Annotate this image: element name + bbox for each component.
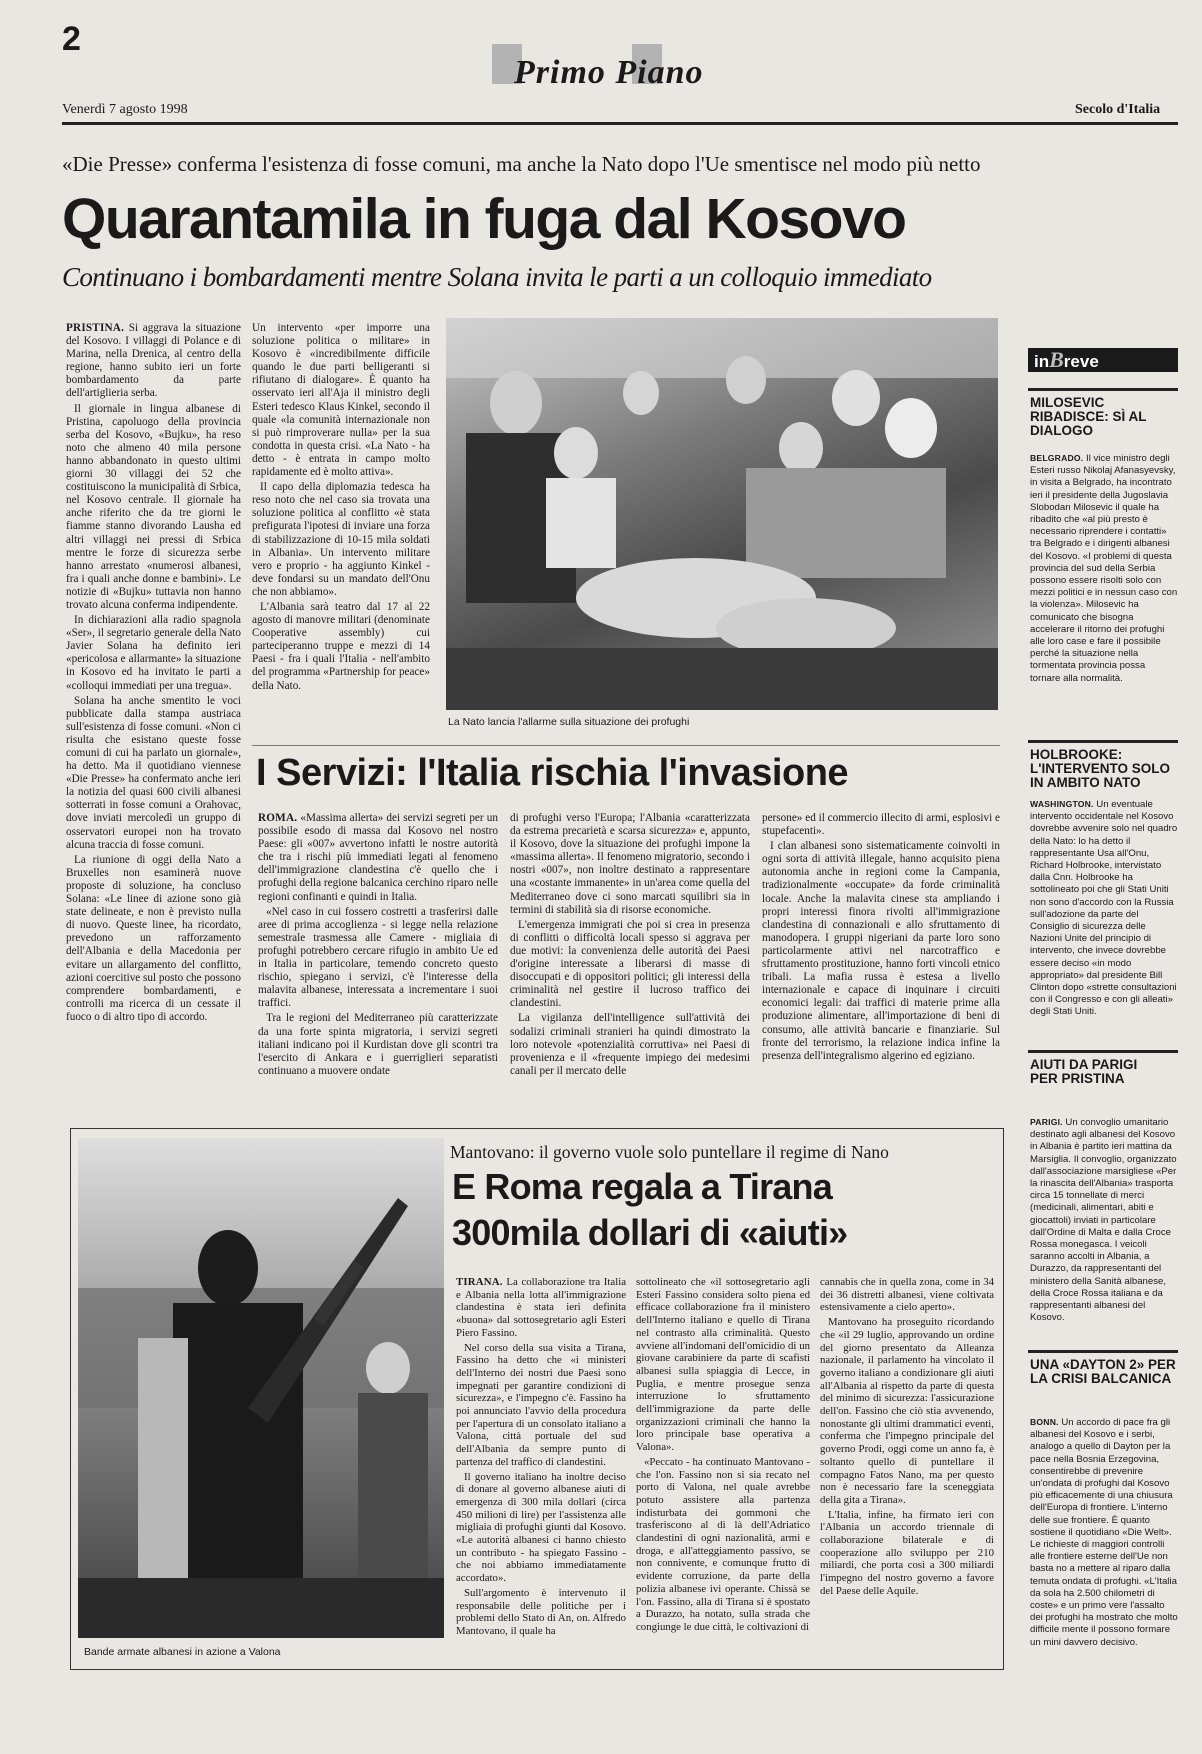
servizi-column-1 [258,812,498,1108]
servizi-col1-paragraph: ROMA. «Massima allerta» dei servizi segreti per un possibile esodo di massa dal Kosovo nel nostro Paese: gli «007» avvertono infatti le nostre autorità che tra i rischi più immediati legati al fenomeno dell'immigrazione clandestina c'è quello che i profughi della regione balcanica cerchino riparo nelle regioni confinanti e quindi in Italia. [258,812,498,903]
dateline: BONN. [1030,1417,1059,1427]
tirana-col1-paragraph: Nel corso della sua visita a Tirana, Fassino ha detto che «i ministeri dell'Interno dei nostri due Paesi sono impegnati per garantire condizioni di sicurezza», e l'impegno c'è. Fassino ha poi annunciato l'avvio della procedura per l'apertura di un consolato italiano a Valona, città portuale del sud dell'Albania da sempre punto di partenza del traffico di clandestini. [456,1341,626,1468]
servizi-col1-paragraph: «Nel caso in cui fossero costretti a trasferirsi dalle aree di prima accoglienza - si legge nella relazione semestrale trasmessa alle Camere - migliaia di profughi potrebbero cercare rifugio in ambito Ue ed in Italia in particolare, temendo concreto questo rischio, spiegano i servizi, c'è l'interesse della malavita albanese, interessata a incrementare i suoi traffici. [258,905,498,1010]
servizi-col3-paragraph: I clan albanesi sono sistematicamente coinvolti in ogni sorta di attività illegale, hanno acquisito piena autonomia anche in regioni come la Campania, tradizionalmente «occupate» da forde criminalità locale. Anche la malavita cinese sta ampliando i propri interessi finora rivolti all'immigrazione clandestina di connazionali e allo sfruttamento di manodopera. I gruppi nigeriani da parte loro sono particolarmente attivi nel narcotraffico e sfruttamento prostituzione, hanno forti vincoli etnico tribali. La mafia russa è estesa a livello internazionale e capace di inquinare i circuiti economici legali: dai traffici di materie prime alla produzione alimentare, all'importazione di beni di consumo, alle attività bancarie e finanziarie. Sul fronte del terrorismo, la relazione indica infine la presenza dell'integralismo algerino ed egiziano. [762,840,1000,1062]
tirana-col2-paragraph: sottolineato che «il sottosegretario agli Esteri Fassino considera solto piena ed efficace collaborazione fra il ministero dell'Interno italiano e quello di Tirana nel contrasto alla criminalità. Questo avviene all'indomani dell'omicidio di un giovane carabiniere da parte di scafisti albanesi sulla spiaggia di Lecce, in Puglia, e mentre prosegue senza interruzione lo sfruttamento dell'immigrazione da parte delle organizzazioni criminali che hanno la loro principale base operativa a Valona». [636,1276,810,1454]
dateline: WASHINGTON. [1030,799,1094,809]
sidebar-rule [1028,1050,1178,1053]
in-breve-logo [1028,348,1178,372]
lead-col2-paragraph: Un intervento «per imporre una soluzione politica o militare» in Kosovo è «incredibilmente difficile quando le due parti belligeranti si rifiutano di dialogare». È quanto ha osservato ieri all'Aja il ministro degli Esteri tedesco Klaus Kinkel, secondo il quale «la comunità internazionale non si può rimproverare nulla» per la sua condotta in questa crisi. «La Nato - ha detto - è entrata in campo molto rapidamente ed è molto attiva». [252,322,430,479]
issue-date: Venerdì 7 agosto 1998 [62,102,188,117]
gunmen-photo-caption: Bande armate albanesi in azione a Valona [84,1646,281,1658]
servizi-headline: I Servizi: l'Italia rischia l'invasione [256,752,849,794]
brief-body: BONN. Un accordo di pace fra gli albanesi del Kosovo e i serbi, analogo a quello di Dayton per la pace nella Bosnia Erzegovina, consentirebbe di prevenire un'ondata di profughi dal Kosovo più efficacemente di una chiusura dell'Europa di frontiere. L'interno delle sue frontiere. È quanto sostiene il quotidiano «Die Welt». Le richieste di maggiori controlli alle frontiere esterne dell'Ue non basta no a mettere al riparo dalla temuta ondata di profughi. «L'Italia da sola ha 2.500 chilometri di coste» e un primo vere l'assalto dei profughi ha mostrato che molto difficile mente il possono formare un mini davvero decisivo. [1030,1417,1178,1648]
brief-title: UNA «DAYTON 2» PER LA CRISI BALCANICA [1030,1357,1176,1386]
sidebar-rule [1028,740,1178,743]
dateline: BELGRADO. [1030,453,1084,463]
in-breve-logo-rest: reve [1063,352,1099,371]
brief-body: WASHINGTON. Un eventuale intervento occidentale nel Kosovo dovrebbe avvenire solo nel quadro della Nato: lo ha detto il rappresentante Usa all'Onu, Richard Holbrooke, intervistato dalla Cnn. Holbrooke ha sottolineato poi che gli Stati Uniti non sono d'accordo con la Russia sull'adozione da parte del Consiglio di sicurezza delle Nazioni Unite del principio di intervento, che invece dovrebbe essere deciso «in modo appropriato» dal presidente Bill Clinton dopo «strette consultazioni con il Congresso e con gli alleati» degli Stati Uniti. [1030,799,1178,1018]
masthead: Secolo d'Italia [1075,102,1161,117]
tirana-col1-paragraph: Il governo italiano ha inoltre deciso di donare al governo albanese aiuti di emergenza di 300 mila dollari (circa 450 milioni di lire) per l'assistenza alle migliaia di profughi giunti dal Kosovo. «Le autorità albanesi ci hanno chiesto un contributo - ha spiegato Fassino - che noi abbiamo immediatamente accordato». [456,1470,626,1585]
lead-col1-paragraph: PRISTINA. Si aggrava la situazione del Kosovo. I villaggi di Polance e di Marina, nella Drenica, al centro della regione, hanno subito ieri un forte bombardamento da parte dell'artiglieria serba. [66,322,241,400]
tirana-headline-line2: 300mila dollari di «aiuti» [452,1212,848,1253]
tirana-col2-paragraph: «Peccato - ha continuato Mantovano - che l'on. Fassino non si sia recato nel porto di Valona, nel quale avrebbe potuto assistere alla partenza indisturbata dei gommoni che trasferiscono al di là dell'Adriatico clandestini di ogni nazionalità, armi e droga, e all'atteggiamento passivo, se non connivente, e comunque frutto di evidente corruzione, da parte della polizia albanese ivi operante. Chissà se l'on. Fassino, alla di Tirana si è spostato a Durazzo, ha notato, sulla strada che congiunge le due città, le coltivazioni di [636,1455,810,1633]
brief-title: MILOSEVIC RIBADISCE: SÌ AL DIALOGO [1030,395,1147,438]
sidebar-rule [1028,1350,1178,1353]
servizi-col2-paragraph: L'emergenza immigrati che poi si crea in presenza di conflitti o difficoltà locali spesso si aggrava per due motivi: la convenienza delle autorità dei Paesi d'origine interessate a liberarsi di masse di disoccupati e di oppositori politici; gli interessi della criminalità nel gestire il lucroso traffico dei clandestini. [510,918,750,1010]
lead-col1-paragraph: In dichiarazioni alla radio spagnola «Ser», il segretario generale della Nato Javier Solana ha definito ieri «pericolosa e allarmante» la situazione in Kosovo ed ha invitato le parti a «colloqui immediati per una tregua». [66,614,241,692]
brief-title: HOLBROOKE: L'INTERVENTO SOLO IN AMBITO NATO [1030,747,1170,790]
servizi-col3-paragraph: persone» ed il commercio illecito di armi, esplosivi e stupefacenti». [762,812,1000,838]
tirana-col1-paragraph: Sull'argomento è intervenuto il responsabile delle politiche per i problemi dello Stato di An, on. Alfredo Mantovano, il quale ha [456,1586,626,1637]
lead-headline: Quarantamila in fuga dal Kosovo [62,187,906,251]
page-number: 2 [62,20,81,58]
gunmen-photo-shapes [78,1138,444,1638]
brief-title: AIUTI DA PARIGI PER PRISTINA [1030,1057,1138,1086]
section-title [492,44,772,96]
brief-body: BELGRADO. Il vice ministro degli Esteri russo Nikolaj Afanasyevsky, in visita a Belgrado, ha incontrato ieri il presidente della Jugoslavia Slobodan Milosevic il quale ha ribadito che «al più presto è necessario riprendere i contatti» tra Belgrado e i dirigenti albanesi del Kosovo. «I problemi di questa provincia del sud della Serbia possono essere risolti solo con mezzi politici e in nessun caso con la violenza». Milosevic ha comunicato che bisogna accelerare il ritorno dei profughi alle loro case e fare il possibile perché la situazione nella tormentata provincia possa tornare alla normalità. [1030,453,1178,684]
refugees-photo [446,318,998,710]
lead-col1-paragraph: La riunione di oggi della Nato a Bruxelles non esaminerà nuove proposte di soluzione, ha concluso Solana: «Le linee di azione sono già state delineate, e non è previsto nulla di nuovo. Queste linee, ha ricordato, prevedono un rafforzamento dell'Albania e della Macedonia per evitare un allargamento del conflitto, azioni coercitive sul posto che possono comprendere bombardamenti, e controlli ma ricerca di un cessate il fuoco o di altro tipo di accordo. [66,853,241,1023]
lead-col2-paragraph: L'Albania sarà teatro dal 17 al 22 agosto di manovre militari (denominate Cooperative assembly) cui parteciperanno truppe e mezzi di 14 Paesi - fra i quali l'Italia - nell'ambito del programma «Partnership for peace» della Nato. [252,600,430,692]
servizi-col2-paragraph: La vigilanza dell'intelligence sull'attività dei sodalizi criminali stranieri ha quindi dimostrato la loro notevole «potenzialità corruttiva» nei Paesi di provenienza e il «frequente impiego dei medesimi canali per il mercato delle [510,1012,750,1077]
tirana-col3-paragraph: Mantovano ha proseguito ricordando che «il 29 luglio, approvando un ordine del giorno presentato da Alleanza nazionale, il parlamento ha vincolato il governo italiano a condizionare gli aiuti all'Albania al rispetto da parte di questa del minimo di sicurezza: l'assicurazione dell'on. Fassino che ciò stia avvenendo, nonostante gli ultimi drammatici eventi, conferma che l'impegno principale del governo Prodi, oggi come un anno fa, è soltanto quello di puntellare il compagno Fatos Nano, ma per questo non è necessario fare la sceneggiata della gita a Tirana». [820,1316,994,1506]
brief-body: PARIGI. Un convoglio umanitario destinato agli albanesi del Kosovo in Albania è partito ieri mattina da Marsiglia. Il convoglio, organizzato dall'associazione marsigliese «Per la rinascita dell'Albania» trasporta circa 15 tonnellate di merci (medicinali, alimentari, abiti e giocattoli) inviati in particolare dall'Ordine di Malta e dalla Croce Rossa monegasca. I veicoli saranno accolti in Albania, a Durazzo, da rappresentanti del ministero della Sanità albanese, della Croce Rossa italiana e da rappresentanti albanesi del Kosovo. [1030,1117,1177,1324]
servizi-column-3 [762,812,1000,1108]
lead-col2-paragraph: Il capo della diplomazia tedesca ha reso noto che nel caso sia trovata una soluzione politica al conflitto «è stata prefigurata l'ipotesi di inviare una forza di stabilizzazione di 10-15 mila soldati in Albania». Un intervento militare vero e proprio - ha aggiunto Kinkel - deve fondarsi su un mandato dell'Onu che non abbiamo». [252,481,430,598]
dateline: PARIGI. [1030,1117,1063,1127]
dateline: ROMA. [258,812,298,824]
tirana-col3-paragraph: L'Italia, infine, ha firmato ieri con l'Albania un accordo triennale di collaborazione bilaterale e di cooperazione allo sviluppo per 210 miliardi, che porta così a 300 miliardi l'impegno del nostro governo a favore del Paese delle Aquile. [820,1508,994,1597]
lead-subhead: Continuano i bombardamenti mentre Solana invita le parti a un colloquio immediato [62,262,932,292]
header-rule [62,122,1178,125]
in-breve-logo-in: in [1034,352,1050,371]
sidebar-rule [1028,388,1178,391]
tirana-column-2 [636,1276,810,1662]
dateline: TIRANA. [456,1276,503,1288]
lead-col1-paragraph: Il giornale in lingua albanese di Pristina, capoluogo della provincia serba del Kosovo, «Bujku», ha reso noto che almeno 40 mila persone hanno abbandonato in questo ultimi giorni 30 villaggi dei 52 che costituiscono la municipalità di Srbica, nel Kosovo centrale. Il giornale ha anche riferito che da tre giorni le fiamme stanno divorando Lausha ed altri villaggi nei pressi di Srbica mentre le forze di sicurezza serbe hanno arrestato «numerosi albanesi, fra i quali anche donne e bambini». Le notizie di «Bujku» tuttavia non hanno trovato alcuna conferma indipendente. [66,402,241,611]
servizi-col2-paragraph: di profughi verso l'Europa; l'Albania «caratterizzata da estrema precarietà e scarsa sicurezza» e, appunto, il Kosovo, dove la situazione dei profughi impone la «massima allerta». Il fenomeno migratorio, secondo i nostri «007», non inoltre destinato a rappresentare una «costante immanente» in un'area come quella del Mediterraneo dove ci sono marcati squilibri sia in termini di stabilità sia di risorse economiche. [510,812,750,916]
sidebar-in-breve [1026,318,1180,1658]
tirana-column-1 [456,1276,626,1662]
servizi-column-2 [510,812,750,1108]
tirana-col3-paragraph: cannabis che in quella zona, come in 34 dei 36 distretti albanesi, viene coltivata estensivamente a cielo aperto». [820,1276,994,1314]
tirana-headline-line1: E Roma regala a Tirana [452,1166,832,1207]
gunmen-photo [78,1138,444,1638]
servizi-col1-paragraph: Tra le regioni del Mediterraneo più caratterizzate da una forte spinta migratoria, i servizi segreti italiani indicano poi il Kurdistan dove gli scontri tra l'esercito di Ankara e i guerriglieri separatisti continuano a muovere ondate [258,1012,498,1077]
lead-column-2 [252,322,430,732]
tirana-col1-paragraph: TIRANA. La collaborazione tra Italia e Albania nella lotta all'immigrazione clandestina è stata ieri definita «buona» dal sottosegretario agli Esteri Piero Fassino. [456,1276,626,1339]
lead-col1-paragraph: Solana ha anche smentito le voci pubblicate dalla stampa austriaca sull'esistenza di fosse comuni. «Non ci risulta che esistano queste fosse comuni di cui ha parlato un giornale», ha detto. Ma il quotidiano viennese «Die Presse» ha confermato anche ieri la notizia del quasi 600 civili albanesi sotterrati in fosse comuni a Orahovac, dove inviati mercoledì un gruppo di osservatori europei non ha trovato alcuna traccia di fosse comuni. [66,694,241,851]
in-breve-logo-b: B [1049,347,1064,372]
lead-kicker: «Die Presse» conferma l'esistenza di fosse comuni, ma anche la Nato dopo l'Ue smentisce nel modo più netto [62,152,981,176]
refugees-photo-shapes [446,318,998,710]
tirana-column-3 [820,1276,994,1662]
lead-column-1 [66,322,241,1122]
section-title-text: Primo Piano [514,54,704,91]
tirana-kicker: Mantovano: il governo vuole solo puntellare il regime di Nano [450,1142,889,1162]
servizi-top-rule [252,745,1000,746]
dateline: PRISTINA. [66,322,125,334]
refugees-photo-caption: La Nato lancia l'allarme sulla situazione dei profughi [448,716,690,728]
